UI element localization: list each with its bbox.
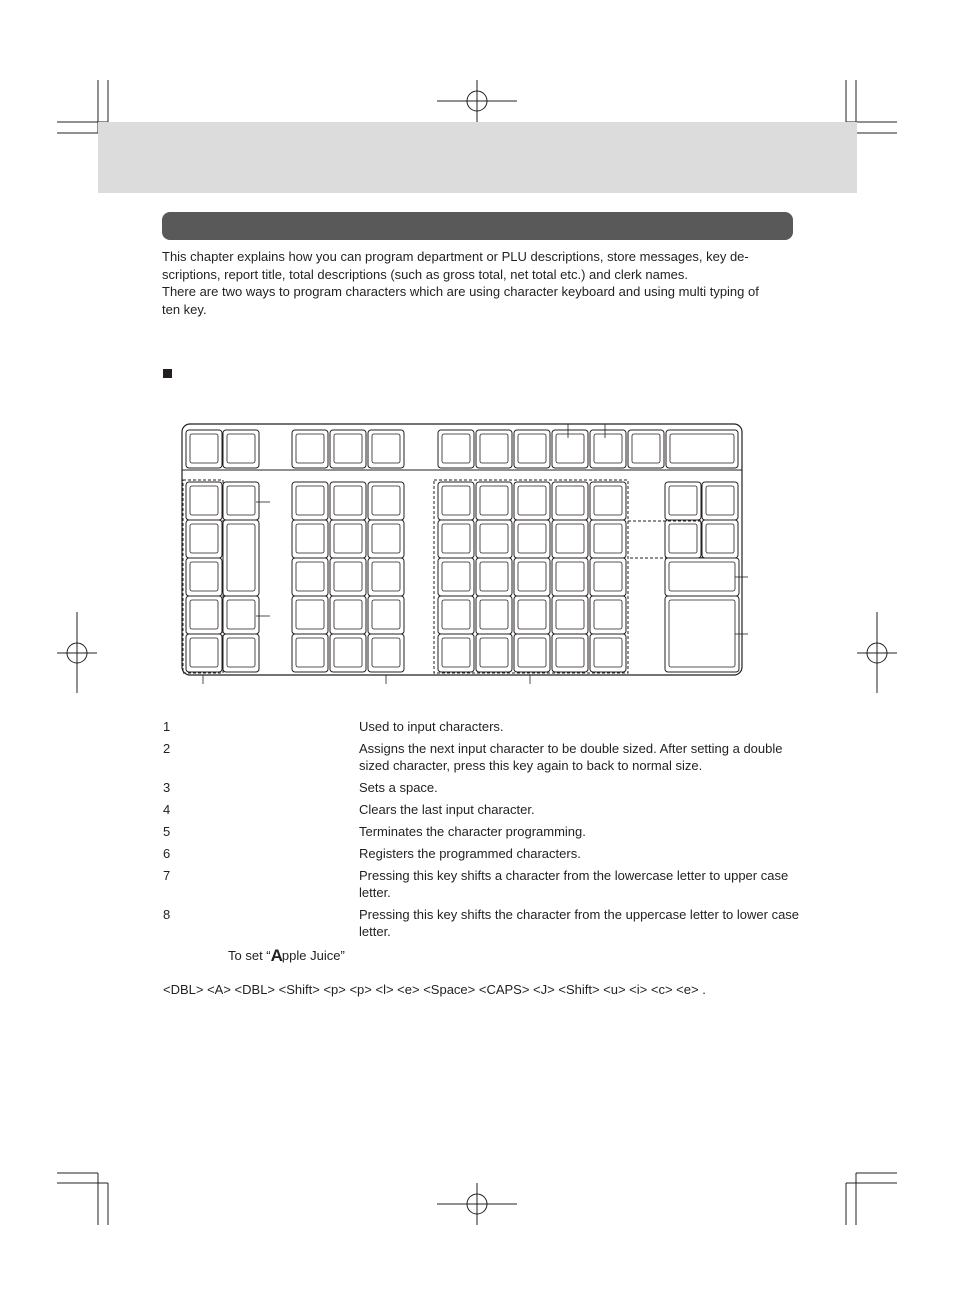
keyboard-key (292, 520, 328, 558)
legend-row (163, 906, 803, 940)
keyboard-key (552, 596, 588, 634)
example-suffix: pple Juice” (281, 948, 345, 963)
legend-description: Registers the programmed characters. (359, 846, 581, 861)
keyboard-key (223, 520, 259, 596)
keyboard-key (628, 430, 664, 468)
legend-description: Used to input characters. (359, 719, 504, 734)
keyboard-key (368, 596, 404, 634)
keyboard-key (666, 430, 738, 468)
example-label (228, 946, 345, 966)
keyboard-key (665, 558, 739, 596)
legend-description: Pressing this key shifts a character from the lowercase letter to upper case letter. (359, 868, 789, 900)
keyboard-key (330, 430, 366, 468)
legend-number: 2 (163, 741, 171, 756)
legend-row (163, 779, 803, 796)
keyboard-key (552, 520, 588, 558)
keyboard-key (186, 558, 222, 596)
keyboard-key (330, 482, 366, 520)
keyboard-key (438, 596, 474, 634)
intro-line: ten key. (162, 301, 207, 317)
keyboard-key (330, 634, 366, 672)
keyboard-key (552, 634, 588, 672)
keyboard-key (514, 596, 550, 634)
keyboard-key (223, 430, 259, 468)
legend-description: Clears the last input character. (359, 802, 535, 817)
keyboard-key (590, 430, 626, 468)
legend-description: Sets a space. (359, 780, 438, 795)
keyboard-key (476, 520, 512, 558)
keyboard-key (590, 634, 626, 672)
legend-description: Pressing this key shifts the character from the uppercase letter to lower case letter. (359, 907, 800, 939)
keyboard-key (590, 520, 626, 558)
keyboard-key (702, 520, 738, 558)
keyboard-key (330, 596, 366, 634)
keyboard-key (552, 482, 588, 520)
keyboard-key (514, 520, 550, 558)
keyboard-key (368, 634, 404, 672)
intro-line: This chapter explains how you can program department or PLU descriptions, store messages, key de- (162, 249, 749, 264)
keyboard-key (368, 558, 404, 596)
legend-row (163, 867, 803, 901)
legend-row (163, 845, 803, 862)
keyboard-key (186, 430, 222, 468)
key-sequence: <DBL> <A> <DBL> <Shift> <p> <p> <l> <e> <Space> <CAPS> <J> <Shift> <u> <i> <c> <e> . (163, 982, 706, 997)
keyboard-key (514, 634, 550, 672)
keyboard-key (438, 520, 474, 558)
keyboard-key (514, 558, 550, 596)
legend-number: 6 (163, 846, 171, 861)
keyboard-key (368, 482, 404, 520)
keyboard-key (665, 520, 701, 558)
legend-number: 4 (163, 802, 171, 817)
keyboard-key (702, 482, 738, 520)
keyboard-key (292, 558, 328, 596)
keyboard-key (590, 558, 626, 596)
keyboard-key (330, 520, 366, 558)
keyboard-key (438, 634, 474, 672)
intro-line: scriptions, report title, total descriptions (such as gross total, net total etc.) and clerk names. (162, 266, 689, 282)
keyboard-key (514, 482, 550, 520)
legend-row (163, 718, 803, 735)
keyboard-key (330, 558, 366, 596)
legend-number: 1 (163, 719, 171, 734)
legend-description: Assigns the next input character to be double sized. After setting a double sized character, press this key again to back to normal size. (359, 741, 783, 773)
keyboard-key (438, 430, 474, 468)
legend-row (163, 740, 803, 774)
keyboard-key (665, 596, 739, 672)
keyboard-key (368, 430, 404, 468)
keyboard-key (186, 596, 222, 634)
keyboard-key (438, 558, 474, 596)
keyboard-key (186, 634, 222, 672)
keyboard-key (476, 558, 512, 596)
intro-line: There are two ways to program characters which are using character keyboard and using multi typing of (162, 284, 759, 299)
keyboard-key (590, 596, 626, 634)
example-prefix: To set “ (228, 948, 271, 963)
keyboard-key (476, 430, 512, 468)
legend-number: 3 (163, 780, 171, 795)
legend-description: Terminates the character programming. (359, 824, 586, 839)
keyboard-key (186, 520, 222, 558)
keyboard-key (292, 430, 328, 468)
keyboard-key (438, 482, 474, 520)
keyboard-key (292, 596, 328, 634)
keyboard-key (186, 482, 222, 520)
legend-number: 7 (163, 868, 171, 883)
keyboard-key (223, 482, 259, 520)
keyboard-key (590, 482, 626, 520)
keyboard-key (368, 520, 404, 558)
legend-row (163, 801, 803, 818)
keyboard-key (514, 430, 550, 468)
keyboard-key (476, 482, 512, 520)
keyboard-key (476, 596, 512, 634)
keyboard-key (292, 634, 328, 672)
keyboard-key (552, 558, 588, 596)
keyboard-key (552, 430, 588, 468)
keyboard-key (292, 482, 328, 520)
keyboard-key (223, 596, 259, 634)
keyboard-key (223, 634, 259, 672)
keyboard-key (665, 482, 701, 520)
key-legend (163, 718, 803, 945)
keyboard-key (476, 634, 512, 672)
example-double-letter: A (270, 946, 282, 965)
legend-number: 5 (163, 824, 171, 839)
legend-number: 8 (163, 907, 171, 922)
legend-row (163, 823, 803, 840)
